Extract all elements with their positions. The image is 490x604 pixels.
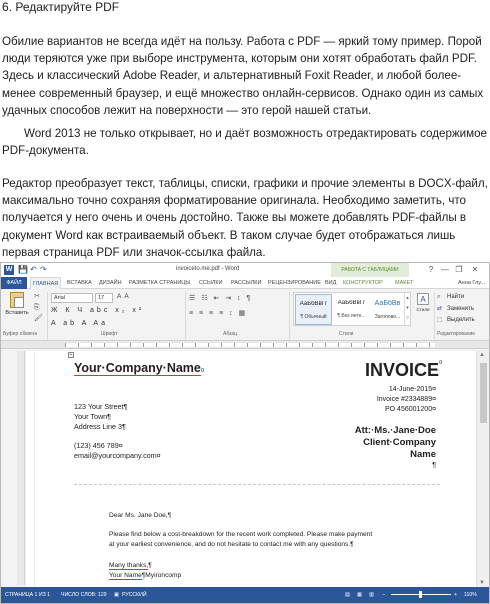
style-preview: АаБбВвГг — [337, 300, 366, 306]
vertical-ruler[interactable] — [17, 351, 25, 585]
ribbon-group-labels — [1, 330, 489, 340]
pilcrow-mark: ¶ — [432, 462, 436, 469]
select-label: Выделить — [447, 317, 475, 323]
zoom-out-icon[interactable]: − — [382, 592, 386, 598]
tab-home[interactable]: ГЛАВНАЯ — [30, 277, 61, 289]
styles-scroll[interactable]: ▴ ▾ ▿ — [404, 293, 410, 325]
paragraph-list-buttons[interactable]: ☰ ☷ ⇤ ⇥ ↕ ¶ — [189, 295, 253, 302]
style-name: Заголово... — [374, 314, 401, 320]
style-no-spacing[interactable] — [333, 294, 370, 325]
article-paragraph: Обилие вариантов не всегда идёт на пользу. Работа с PDF — яркий тому пример. Порой люди теряются уже при выборе инструмента, которым они хотят обработать файл PDF. Здесь и классический Adobe Reader, и альтернативный Foxit Reader, и любой более-менее современный браузер, и ещё множество онлайн-сервисов. Однако один из самых удачных способов лежит на поверхности — это герой нашей статьи. — [2, 35, 484, 117]
horizontal-ruler[interactable] — [1, 341, 489, 349]
maximize-button[interactable]: ❐ — [455, 265, 463, 274]
search-icon: ⌕ — [437, 294, 441, 300]
pilcrow-mark: ¶ — [148, 562, 152, 569]
style-name: ¶ Обычный — [300, 314, 327, 320]
group-separator — [47, 292, 48, 340]
phone: (123) 456 789¤ — [74, 441, 123, 450]
style-heading-1[interactable] — [371, 294, 404, 325]
styles-gallery — [293, 292, 411, 326]
find-button[interactable] — [437, 294, 464, 301]
client-name: Name — [410, 449, 436, 460]
replace-label: Заменить — [447, 306, 474, 312]
paragraph-align-buttons[interactable]: ≡ ≡ ≡ ≡ ↕ ▦ — [189, 310, 248, 317]
invoice-title — [365, 360, 442, 381]
letter-signature — [109, 572, 181, 579]
font-size-select[interactable]: 17 — [95, 293, 113, 303]
window-title: invoiceto.me.pdf - Word — [176, 266, 240, 272]
redo-icon[interactable]: ↷ — [40, 265, 47, 274]
cut-icon[interactable]: ✂ — [34, 293, 40, 300]
select-icon: ⬚ — [437, 317, 443, 323]
scrollbar-thumb[interactable] — [480, 363, 487, 423]
tab-page-layout[interactable]: РАЗМЕТКА СТРАНИЦЫ — [129, 280, 191, 286]
paste-label: Вставить — [5, 310, 29, 316]
article-paragraph: Редактор преобразует текст, таблицы, списки, графики и прочие элементы в DOCX-файл, максимально точно сохраняя форматирование оригинала. Необходимо заметить, что получается у него очень и очень достойно. Также вы можете добавлять PDF-файлы в документ Word как встраиваемый объект. В таком случае будет отображаться лишь первая страница PDF или значок-ссылка файла. — [2, 177, 488, 259]
group-label-paragraph: Абзац — [223, 331, 238, 337]
change-styles-label: Стили — [416, 307, 430, 312]
replace-icon: ⇄ — [437, 306, 443, 312]
tab-references[interactable]: ССЫЛКИ — [199, 280, 223, 286]
minimize-button[interactable]: — — [441, 265, 449, 274]
word-app-icon[interactable]: W — [5, 266, 13, 273]
group-label-clipboard: Буфер обмена — [3, 331, 37, 337]
company-name-text: Your·Company·Name — [74, 361, 201, 375]
find-label: Найти — [447, 294, 465, 300]
ribbon-tabs — [1, 277, 489, 289]
font-format-buttons[interactable]: Ж К Ч abc x₂ x² — [51, 307, 145, 314]
group-label-editing: Редактирование — [437, 331, 476, 337]
style-name: ¶ Без инте... — [337, 313, 366, 319]
tab-mailings[interactable]: РАССЫЛКИ — [231, 280, 262, 286]
signature-name: Your Name — [109, 572, 142, 579]
status-bar — [1, 587, 489, 603]
cell-mark: ¤ — [439, 360, 443, 366]
web-layout-icon[interactable]: ▥ — [369, 592, 374, 598]
tab-design[interactable]: ДИЗАЙН — [99, 280, 122, 286]
article-paragraph — [2, 125, 488, 159]
table-move-handle[interactable]: + — [69, 352, 73, 358]
select-button[interactable] — [437, 316, 475, 323]
tab-table-design[interactable]: КОНСТРУКТОР — [343, 280, 383, 286]
address-line: Your Town¶ — [74, 412, 112, 421]
word-count[interactable]: ЧИСЛО СЛОВ: 129 — [61, 592, 107, 598]
cell-mark: ¤ — [200, 368, 205, 374]
clipboard-icon — [10, 292, 24, 308]
group-separator — [185, 292, 186, 340]
group-label-font: Шрифт — [101, 331, 118, 337]
signature-rest: ¶Myironcomp — [141, 572, 182, 579]
tab-file[interactable]: ФАЙЛ — [1, 277, 27, 289]
letter-body-line: Please find below a cost-breakdown for the recent work completed. Please make payment — [109, 531, 373, 538]
close-button[interactable]: ✕ — [471, 265, 479, 274]
article-heading: 6. Редактируйте PDF — [2, 0, 120, 14]
email: email@yourcompany.com¤ — [74, 451, 161, 460]
replace-button[interactable] — [437, 305, 474, 312]
address-line: 123 Your Street¶ — [74, 402, 128, 411]
zoom-level[interactable]: 110% — [464, 592, 477, 598]
undo-icon[interactable]: ↶ — [30, 265, 37, 274]
print-layout-icon[interactable]: ▦ — [357, 592, 362, 598]
vertical-scrollbar[interactable] — [476, 351, 489, 587]
read-mode-icon[interactable]: ▤ — [345, 592, 350, 598]
tab-view[interactable]: ВИД — [325, 280, 337, 286]
paste-button[interactable] — [4, 292, 30, 322]
invoice-title-text: INVOICE — [365, 360, 440, 380]
table-divider — [74, 484, 440, 485]
invoice-number: Invoice #2334889¤ — [376, 396, 436, 403]
ribbon — [1, 289, 489, 341]
font-size-buttons[interactable]: A A — [117, 293, 130, 300]
style-normal[interactable] — [295, 294, 332, 325]
styles-icon: A — [417, 293, 429, 305]
zoom-slider-thumb[interactable] — [419, 591, 422, 598]
letter-thanks-text: Many thanks, — [109, 562, 149, 569]
help-icon[interactable]: ? — [428, 265, 434, 274]
company-name — [74, 361, 204, 375]
invoice-date: 14-June-2015¤ — [388, 386, 436, 393]
change-styles-button[interactable] — [413, 293, 433, 313]
article — [0, 0, 490, 262]
save-icon[interactable]: 💾 — [18, 265, 28, 274]
address-line: Address Line 3¶ — [74, 422, 126, 431]
page-count[interactable]: СТРАНИЦА 1 ИЗ 1 — [5, 592, 51, 598]
format-painter-icon[interactable]: 🖌 — [34, 315, 43, 322]
table-tools-header: РАБОТА С ТАБЛИЦАМИ — [331, 263, 409, 277]
language[interactable]: РУССКИЙ — [122, 592, 147, 598]
group-separator — [289, 292, 290, 340]
title-bar — [1, 263, 489, 277]
attention-line: Att:·Ms.·Jane·Doe — [354, 425, 436, 436]
document-page[interactable] — [34, 351, 474, 587]
proofing-icon[interactable]: ▣ — [114, 592, 119, 598]
tab-review[interactable]: РЕЦЕНЗИРОВАНИЕ — [268, 280, 321, 286]
invoice-po: PO 456001200¤ — [385, 406, 436, 413]
group-separator — [434, 292, 435, 340]
copy-icon[interactable]: ⎘ — [34, 304, 40, 311]
word-window — [0, 262, 490, 604]
letter-body-line: at your earliest convenience, and do not hesitate to contact me with any questions.¶ — [109, 541, 354, 548]
group-label-styles: Стили — [339, 331, 354, 337]
font-name-select[interactable]: Arial — [51, 293, 93, 303]
letter-thanks — [109, 562, 152, 569]
tab-table-layout[interactable]: МАКЕТ — [395, 280, 414, 286]
client-company: Client·Company — [363, 437, 436, 448]
tab-insert[interactable]: ВСТАВКА — [67, 280, 92, 286]
style-preview: АаБбВвГг — [299, 301, 328, 307]
document-area — [26, 351, 476, 587]
scroll-down-icon[interactable]: ▼ — [479, 580, 485, 586]
zoom-in-icon[interactable]: + — [454, 592, 458, 598]
font-color-buttons[interactable]: A ab A Aa — [51, 320, 108, 327]
style-preview: АаБбВв — [374, 300, 401, 307]
ruler-scale — [65, 343, 435, 347]
article-paragraph-text: Word 2013 не только открывает, но и даёт возможность отредактировать содержимое PDF-документа. — [2, 127, 488, 158]
user-name[interactable]: Анна Глу... — [458, 280, 485, 286]
letter-greeting: Dear Ms. Jane Doe,¶ — [109, 512, 172, 519]
scroll-up-icon[interactable]: ▲ — [479, 352, 485, 358]
